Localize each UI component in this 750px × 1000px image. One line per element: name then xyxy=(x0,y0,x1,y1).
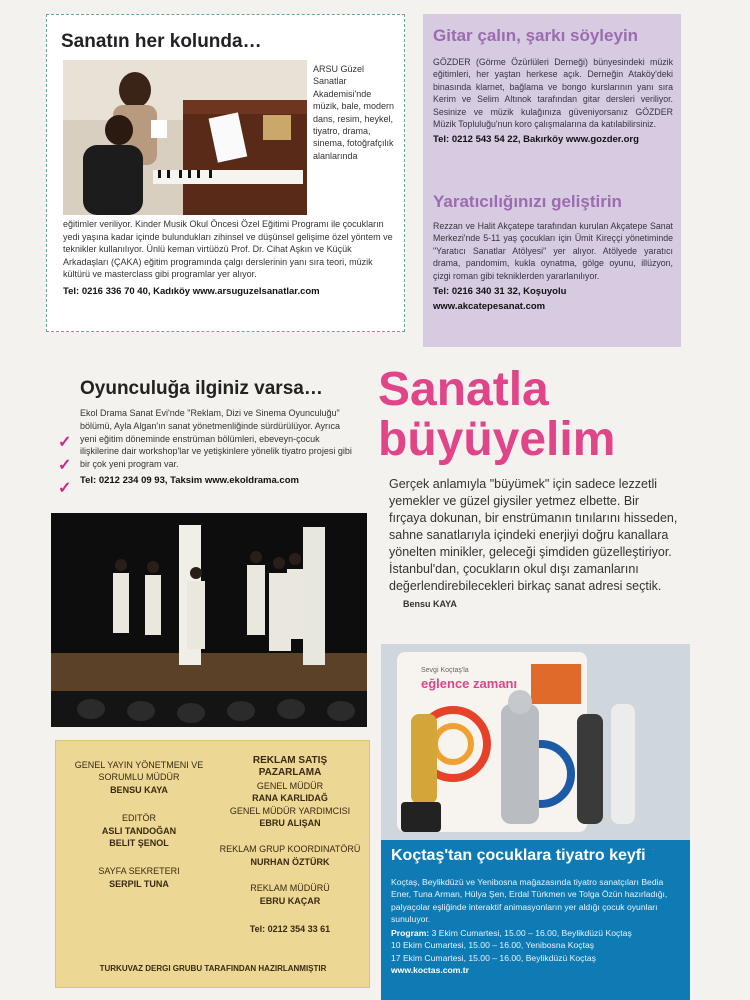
credit-section-header: PAZARLAMA xyxy=(258,767,322,779)
credit-role: REKLAM GRUP KOORDINATÖRÜ xyxy=(219,844,361,855)
credit-name: EBRU ALIŞAN xyxy=(259,818,321,829)
credits-footer: TURKUVAZ DERGI GRUBU TARAFINDAN HAZIRLANMIŞTIR xyxy=(99,964,327,973)
credit-name: ASLI TANDOĞAN xyxy=(101,825,177,836)
sign-big-text: eğlence zamanı xyxy=(421,676,518,691)
koctas-body: Koçtaş, Beylikdüzü ve Yenibosna mağazasında tiyatro sanatçıları Bedia Ener, Tuna Arman, Hülya Şen, Erdal Türkmen ve Tolga Özün hazırladığı, palyaçolar eşliğinde interaktif animasyonların yer aldığı çocuk oyunları sunuluyor. xyxy=(391,877,668,925)
koctas-event-photo xyxy=(381,644,690,840)
credit-role: GENEL MÜDÜR xyxy=(256,780,324,791)
yaratici-contact-phone: Tel: 0216 340 31 32, Koşuyolu xyxy=(433,286,567,298)
theater-stage-photo xyxy=(51,513,367,727)
credit-name: NURHAN ÖZTÜRK xyxy=(250,856,330,867)
piano-lesson-photo xyxy=(63,60,307,215)
purple-info-box xyxy=(423,14,681,347)
headline-line-1: Sanatla xyxy=(378,363,549,416)
koctas-program-item: 3 Ekim Cumartesi, 15.00 – 16.00, Beylikdüzü Koçtaş xyxy=(431,928,632,938)
headline-line-2: büyüyelim xyxy=(378,413,616,466)
intro-author: Bensu KAYA xyxy=(403,599,457,609)
check-mark-icon: ✓ xyxy=(58,480,72,497)
gitar-contact: Tel: 0212 543 54 22, Bakırköy www.gozder.org xyxy=(433,134,639,146)
credit-section-header: REKLAM SATIŞ xyxy=(252,755,328,766)
credit-role: SAYFA SEKRETERI xyxy=(98,866,180,877)
headline xyxy=(378,365,615,465)
koctas-program-item: 17 Ekim Cumartesi, 15.00 – 16.00, Beylikdüzü Koçtaş xyxy=(391,952,596,963)
oyunculuk-title: Oyunculuğa ilginiz varsa… xyxy=(80,378,323,399)
arsu-title: Sanatın her kolunda… xyxy=(61,31,262,52)
check-mark-icon: ✓ xyxy=(58,434,72,451)
koctas-program-label: Program: xyxy=(391,928,430,938)
arsu-side-text: ARSU Güzel Sanatlar Akademisi'nde müzik, bale, modern dans, resim, heykel, tiyatro, drama, sinema, fotoğrafçılık alanlarında xyxy=(313,64,395,161)
oyunculuk-body: Ekol Drama Sanat Evi'nde "Reklam, Dizi ve Sinema Oyunculuğu" bölümü, Ayla Algan'ın sanat yönetmenliğinde sürdürülüyor. Ayrıca yeni eğitim döneminde enstrüman bölümleri, ebeveyn-çocuk ilişkilerine dair workshop'lar ve yetişkinlere yönelik tiyatro projesi gibi bir çok yeni program var. Tel: 0212 234 09 93, Taksim www.ekoldrama.com xyxy=(80,407,356,488)
koctas-program-item: 10 Ekim Cumartesi, 15.00 – 16.00, Yenibosna Koçtaş xyxy=(391,940,595,951)
koctas-website: www.koctas.com.tr xyxy=(391,965,470,976)
koctas-article-box xyxy=(381,644,690,1000)
credit-name: BELIT ŞENOL xyxy=(109,838,169,849)
arsu-body-text: eğitimler veriliyor. Kinder Musik Okul Öncesi Özel Eğitimi Programı ile çocukların yedi yaşına kadar içinde bulundukları zihinsel ve düşünsel gelişime özel yöntem ve teknikler kullanılıyor. Ünlü keman virtüözü Prof. Dr. Cihat Aşkın ve Küçük Arkadaşları (ÇAKA) eğitim programında çalgı derslerinin yanı sıra teori, müzik kültürü ve masterclass gibi programlar yer alıyor. Tel: 0216 336 70 40, Kadıköy www.arsuguzelsanatlar.com xyxy=(63,219,393,297)
credit-name: SERPIL TUNA xyxy=(109,878,169,889)
oyunculuk-contact: Tel: 0212 234 09 93, Taksim www.ekoldrama.com xyxy=(80,474,299,486)
arsu-contact: Tel: 0216 336 70 40, Kadıköy www.arsuguzelsanatlar.com xyxy=(63,285,320,297)
yaratici-body: Rezzan ve Halit Akçatepe tarafından kurulan Akçatepe Sanat Merkezi'nde 5-11 yaş çocukları için Ümit Kireççi yönetiminde "Yaratıcı Sanatlar Atölyesi" yer alıyor. Atölyede yaratıcı drama, pandomim, kukla oynatma, gölge oyunu, illüzyon, çizgi roman gibi tekniklerden yararlanılıyor. Tel: 0216 340 31 32, Koşuyolu www.akcatepesanat.com xyxy=(433,221,673,313)
yaratici-contact-web: www.akcatepesanat.com xyxy=(433,301,546,313)
credits-right-column xyxy=(216,755,364,935)
credit-name: RANA KARLIDAĞ xyxy=(252,793,328,804)
yaratici-title: Yaratıcılığınızı geliştirin xyxy=(433,192,622,211)
gitar-body: GÖZDER (Görme Özürlüleri Derneği) bünyesindeki müzik eğitimleri, her yaştan herkese açık. Derneğin Ataköy'deki binasında klarnet, bağlama ve bongo kurslarının yanı sıra Kerim ve Selim Altınok tarafından gitar dersleri veriliyor. Sesinize ve müzik kulağınıza güveniyorsanız GÖZDER Müzik Topluluğu'nun koro çalışmalarına da katılabilirsiniz. Tel: 0212 543 54 22, Bakırköy www.gozder.org xyxy=(433,57,673,146)
credit-role: EDITÖR xyxy=(121,813,156,824)
credits-box xyxy=(55,740,370,988)
koctas-program xyxy=(391,927,681,977)
credits-left-column xyxy=(64,759,214,890)
gitar-title: Gitar çalın, şarkı söyleyin xyxy=(433,26,639,45)
credit-role: REKLAM MÜDÜRÜ xyxy=(250,883,330,894)
arsu-article-box xyxy=(46,14,405,332)
credit-name: BENSU KAYA xyxy=(110,784,168,795)
intro-text: Gerçek anlamıyla "büyümek" için sadece lezzetli yemekler ve güzel giysiler yetmez elbette. Bir fırçaya dokunan, bir enstrümanın tınılarını hisseden, sahne sanatlarıyla içindeki enerjiyi doğru kanallara yönelten minikler, geleceği şimdiden güzelleştiriyor. İstanbul'dan, çocukların okul dışı zamanlarını değerlendirebilecekleri birkaç sanat adresi seçtik. Bensu KAYA xyxy=(389,477,678,609)
credits-phone: Tel: 0212 354 33 61 xyxy=(249,924,331,935)
credit-role: GENEL YAYIN YÖNETMENI VE SORUMLU MÜDÜR xyxy=(74,760,204,783)
sign-small-text: Sevgi Koçtaş'la xyxy=(421,667,469,674)
check-mark-icon: ✓ xyxy=(58,457,72,474)
credit-name: EBRU KAÇAR xyxy=(259,895,321,906)
koctas-title: Koçtaş'tan çocuklara tiyatro keyfi xyxy=(391,847,646,864)
credit-role: GENEL MÜDÜR YARDIMCISI xyxy=(229,805,351,816)
